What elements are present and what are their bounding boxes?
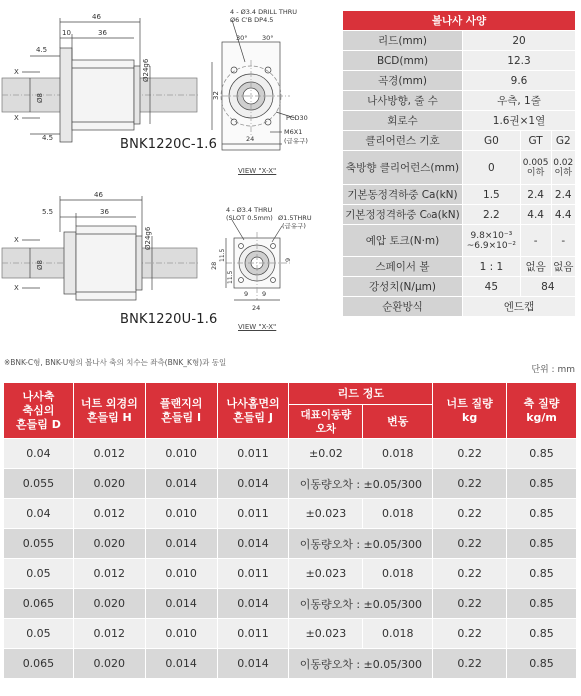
cell-i: 0.014 — [145, 649, 217, 679]
spec-label-axial: 축방향 클리어런스(mm) — [343, 151, 463, 185]
x-marker-top1: X — [14, 68, 19, 76]
top-height: 32 — [212, 91, 220, 100]
cell-travel-error: 이동량오차 : ±0.05/300 — [289, 469, 433, 499]
header-flange-runout: 플랜지의 흔들림 I — [145, 383, 217, 439]
cell-j: 0.014 — [217, 469, 289, 499]
cell-h: 0.012 — [73, 499, 145, 529]
bottom-w1: 9 — [244, 290, 249, 298]
cell-h: 0.012 — [73, 439, 145, 469]
accuracy-table — [3, 382, 577, 679]
clearance-g2: G2 — [551, 131, 576, 151]
header-variation: 변동 — [363, 405, 433, 439]
cell-h: 0.012 — [73, 559, 145, 589]
model-label-top: BNK1220C-1.6 — [120, 137, 218, 152]
cell-travel: ±0.023 — [289, 619, 363, 649]
cell-h: 0.020 — [73, 649, 145, 679]
dim-flange-top: 10 — [62, 29, 71, 37]
cell-variation: 0.018 — [363, 619, 433, 649]
x-marker-bottom2: X — [14, 284, 19, 292]
cell-nut-mass: 0.22 — [433, 589, 507, 619]
cell-j: 0.014 — [217, 529, 289, 559]
spec-label-circuits: 회로수 — [343, 111, 463, 131]
header-groove-runout: 나사홈면의 흔들림 J — [217, 383, 289, 439]
header-lead-accuracy: 리드 정도 — [289, 383, 433, 405]
cell-shaft-mass: 0.85 — [507, 619, 577, 649]
spec-value-circuits: 1.6권×1열 — [463, 111, 576, 131]
bottom-h4: 9 — [284, 257, 292, 262]
bottom-h2: 11.5 — [219, 248, 226, 262]
bottom-oil: (급유구) — [282, 222, 306, 230]
cell-i: 0.010 — [145, 439, 217, 469]
drawing-svg — [0, 0, 340, 345]
model-label-bottom: BNK1220U-1.6 — [120, 312, 218, 327]
cell-shaft-mass: 0.85 — [507, 559, 577, 589]
cell-j: 0.014 — [217, 589, 289, 619]
cell-shaft-mass: 0.85 — [507, 589, 577, 619]
cell-d: 0.05 — [4, 559, 74, 589]
spec-value-lead: 20 — [463, 31, 576, 51]
technical-drawings — [0, 0, 340, 345]
rigid-gt-g2: 84 — [520, 277, 575, 297]
axial-g0: 0 — [463, 151, 521, 185]
bottom-holes: 4 - Ø3.4 THRU — [226, 206, 273, 214]
cell-i: 0.014 — [145, 589, 217, 619]
spec-value-bcd: 12.3 — [463, 51, 576, 71]
cell-d: 0.04 — [4, 439, 74, 469]
stat-gt: 4.4 — [520, 205, 551, 225]
cell-j: 0.011 — [217, 439, 289, 469]
bottom-w3: 24 — [252, 304, 261, 312]
spec-value-circulation: 엔드캡 — [463, 297, 576, 317]
cell-shaft-mass: 0.85 — [507, 649, 577, 679]
top-thread: M6X1 — [284, 128, 303, 136]
table-row — [4, 559, 577, 589]
spec-label-rigidity: 강성치(N/μm) — [343, 277, 463, 297]
view-label-top: VIEW "X-X" — [238, 167, 277, 175]
top-pcd: PCD30 — [286, 114, 308, 122]
spec-value-root: 9.6 — [463, 71, 576, 91]
table-row — [4, 589, 577, 619]
cell-shaft-mass: 0.85 — [507, 469, 577, 499]
header-shaft-mass: 축 질량 kg/m — [507, 383, 577, 439]
cell-i: 0.010 — [145, 619, 217, 649]
cell-travel: ±0.023 — [289, 499, 363, 529]
dia-nut-bottom: Ø24g6 — [144, 226, 152, 250]
cell-i: 0.014 — [145, 469, 217, 499]
dyn-g2: 2.4 — [551, 185, 576, 205]
footnote: ※BNK-C형, BNK-U형의 볼나사 축의 치수는 좌측(BNK_K형)과 동일 — [4, 358, 227, 367]
dim-body-top: 36 — [98, 29, 107, 37]
spec-label-spacer: 스페이서 볼 — [343, 257, 463, 277]
cell-nut-mass: 0.22 — [433, 499, 507, 529]
cell-nut-mass: 0.22 — [433, 439, 507, 469]
top-width: 24 — [246, 135, 255, 143]
spec-label-direction: 나사방향, 줄 수 — [343, 91, 463, 111]
table-row — [4, 469, 577, 499]
cell-d: 0.055 — [4, 469, 74, 499]
header-nut-mass: 너트 질량 kg — [433, 383, 507, 439]
bottom-end-view — [226, 220, 292, 300]
cell-nut-mass: 0.22 — [433, 619, 507, 649]
cell-j: 0.011 — [217, 559, 289, 589]
cell-variation: 0.018 — [363, 499, 433, 529]
cell-i: 0.010 — [145, 559, 217, 589]
spec-label-bcd: BCD(mm) — [343, 51, 463, 71]
cell-d: 0.065 — [4, 589, 74, 619]
cell-nut-mass: 0.22 — [433, 529, 507, 559]
cell-variation: 0.018 — [363, 439, 433, 469]
dim-overall-top: 46 — [92, 13, 101, 21]
cell-d: 0.055 — [4, 529, 74, 559]
cell-nut-mass: 0.22 — [433, 649, 507, 679]
cell-h: 0.012 — [73, 619, 145, 649]
axial-g2: 0.02 이하 — [551, 151, 576, 185]
dyn-gt: 2.4 — [520, 185, 551, 205]
clearance-g0: G0 — [463, 131, 521, 151]
spacer-g0: 1 : 1 — [463, 257, 521, 277]
cell-h: 0.020 — [73, 469, 145, 499]
header-shaft-runout: 나사축 축심의 흔들림 D — [4, 383, 74, 439]
top-end-view — [212, 20, 295, 150]
table-row — [4, 439, 577, 469]
cell-j: 0.011 — [217, 619, 289, 649]
spec-label-circulation: 순환방식 — [343, 297, 463, 317]
ball-screw-spec-table — [342, 10, 576, 317]
rigid-g0: 45 — [463, 277, 521, 297]
top-holes: 4 - Ø3.4 DRILL THRU — [230, 8, 298, 16]
spec-label-lead: 리드(mm) — [343, 31, 463, 51]
bottom-slot: (SLOT 0.5mm) — [226, 214, 273, 222]
table-row — [4, 499, 577, 529]
cell-nut-mass: 0.22 — [433, 559, 507, 589]
cell-travel: ±0.023 — [289, 559, 363, 589]
view-label-bottom: VIEW "X-X" — [238, 323, 277, 331]
spacer-g2: 없음 — [551, 257, 576, 277]
dim-body-bottom: 36 — [100, 208, 109, 216]
cell-d: 0.065 — [4, 649, 74, 679]
torque-g0: 9.8×10⁻³ ~6.9×10⁻² — [463, 225, 521, 257]
dyn-g0: 1.5 — [463, 185, 521, 205]
dia-shaft-top: Ø8 — [36, 93, 44, 103]
top-cbore: Ø6 C'B DP4.5 — [230, 16, 274, 24]
spec-label-clearance: 클리어런스 기호 — [343, 131, 463, 151]
cell-d: 0.04 — [4, 499, 74, 529]
bottom-w2: 9 — [262, 290, 267, 298]
torque-g2: - — [551, 225, 576, 257]
stat-g2: 4.4 — [551, 205, 576, 225]
cell-i: 0.010 — [145, 499, 217, 529]
cell-shaft-mass: 0.85 — [507, 499, 577, 529]
bottom-spot: Ø1.5THRU — [278, 214, 312, 222]
cell-d: 0.05 — [4, 619, 74, 649]
cell-travel-error: 이동량오차 : ±0.05/300 — [289, 649, 433, 679]
cell-travel-error: 이동량오차 : ±0.05/300 — [289, 529, 433, 559]
torque-gt: - — [520, 225, 551, 257]
cell-shaft-mass: 0.85 — [507, 529, 577, 559]
top-angle2: 30° — [262, 34, 274, 42]
dim-overall-bottom: 46 — [94, 191, 103, 199]
cell-nut-mass: 0.22 — [433, 469, 507, 499]
header-nut-runout: 너트 외경의 흔들림 H — [73, 383, 145, 439]
bottom-h1: 28 — [210, 261, 218, 270]
cell-h: 0.020 — [73, 589, 145, 619]
table-row — [4, 529, 577, 559]
spec-label-dynamic: 기본동정격하중 Ca(kN) — [343, 185, 463, 205]
dim-flange-bottom: 5.5 — [42, 208, 54, 216]
spec-label-static: 기본정정격하중 C₀a(kN) — [343, 205, 463, 225]
cell-shaft-mass: 0.85 — [507, 439, 577, 469]
spacer-gt: 없음 — [520, 257, 551, 277]
cell-j: 0.014 — [217, 649, 289, 679]
cell-travel: ±0.02 — [289, 439, 363, 469]
x-marker-top2: X — [14, 114, 19, 122]
stat-g0: 2.2 — [463, 205, 521, 225]
spec-label-torque: 예압 토크(N·m) — [343, 225, 463, 257]
unit-label: 단위 : mm — [531, 365, 575, 375]
cell-j: 0.011 — [217, 499, 289, 529]
dia-shaft-bottom: Ø8 — [36, 260, 44, 270]
axial-gt: 0.005 이하 — [520, 151, 551, 185]
cell-variation: 0.018 — [363, 559, 433, 589]
cell-travel-error: 이동량오차 : ±0.05/300 — [289, 589, 433, 619]
bottom-h3: 11.5 — [227, 270, 234, 284]
dim-left-top: 4.5 — [36, 46, 48, 54]
table-row — [4, 619, 577, 649]
clearance-gt: GT — [520, 131, 551, 151]
x-marker-bottom1: X — [14, 236, 19, 244]
cell-i: 0.014 — [145, 529, 217, 559]
top-angle1: 30° — [236, 34, 248, 42]
spec-value-direction: 우측, 1줄 — [463, 91, 576, 111]
spec-label-root: 곡경(mm) — [343, 71, 463, 91]
dim-left-bottom: 4.5 — [42, 134, 54, 142]
dia-nut-top: Ø24g6 — [142, 58, 150, 82]
spec-title: 볼나사 사양 — [343, 11, 576, 31]
top-oil: (급유구) — [284, 137, 308, 145]
table-row — [4, 649, 577, 679]
header-travel-deviation: 대표이동량 오차 — [289, 405, 363, 439]
cell-h: 0.020 — [73, 529, 145, 559]
